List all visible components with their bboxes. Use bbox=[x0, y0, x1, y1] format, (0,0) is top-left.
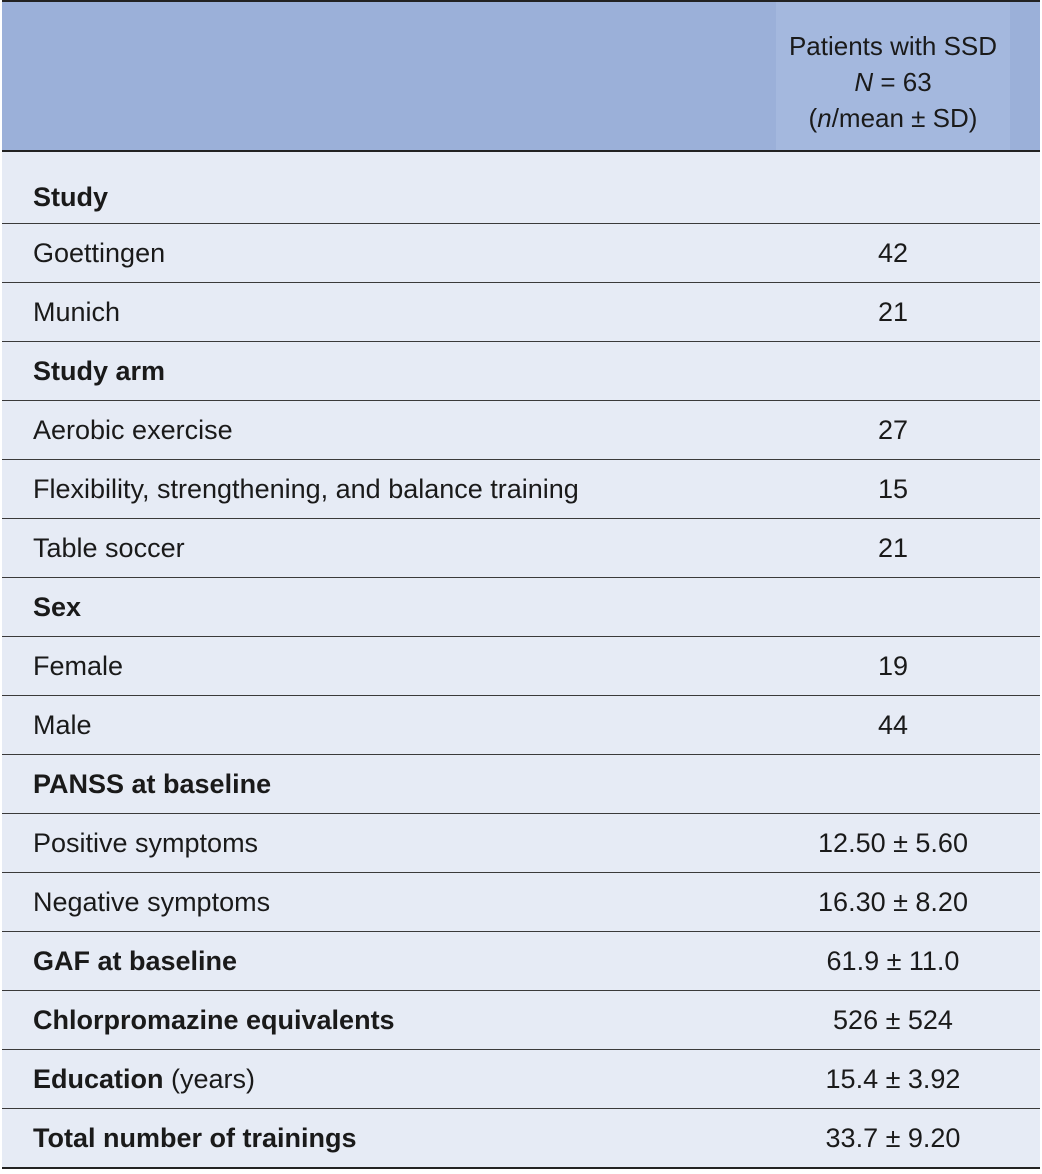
table-row bbox=[2, 341, 1040, 400]
table-header bbox=[2, 2, 1040, 152]
row-label: Study bbox=[33, 181, 109, 212]
row-label: Male bbox=[33, 709, 92, 740]
table-row bbox=[2, 1108, 1040, 1167]
table-row bbox=[2, 872, 1040, 931]
row-label: GAF at baseline bbox=[33, 945, 238, 976]
row-label: Aerobic exercise bbox=[33, 414, 233, 445]
row-value: 33.7 ± 9.20 bbox=[825, 1122, 961, 1153]
column-header-patients bbox=[766, 28, 1020, 136]
header-line-2: N = 63 bbox=[854, 67, 932, 97]
table-row bbox=[2, 931, 1040, 990]
table-row bbox=[2, 400, 1040, 459]
demographics-table bbox=[2, 0, 1040, 1169]
row-value: 15 bbox=[877, 473, 909, 504]
table-row bbox=[2, 754, 1040, 813]
table-row bbox=[2, 990, 1040, 1049]
row-label: Munich bbox=[33, 296, 121, 327]
row-label: PANSS at baseline bbox=[33, 768, 272, 799]
row-label: Goettingen bbox=[33, 237, 166, 268]
row-value: 15.4 ± 3.92 bbox=[825, 1063, 961, 1094]
row-label: Positive symptoms bbox=[33, 827, 259, 858]
row-value: 42 bbox=[877, 237, 909, 268]
row-value: 526 ± 524 bbox=[833, 1004, 953, 1035]
table-row bbox=[2, 577, 1040, 636]
table-row bbox=[2, 813, 1040, 872]
table-row bbox=[2, 171, 1040, 223]
row-value: 12.50 ± 5.60 bbox=[818, 827, 968, 858]
table-row bbox=[2, 636, 1040, 695]
row-value: 44 bbox=[877, 709, 909, 740]
table-row bbox=[2, 223, 1040, 282]
row-label: Study arm bbox=[33, 355, 166, 386]
table-row bbox=[2, 459, 1040, 518]
row-label: Education (years) bbox=[33, 1063, 256, 1094]
row-label: Flexibility, strengthening, and balance training bbox=[33, 473, 579, 504]
row-label: Sex bbox=[33, 591, 82, 622]
row-value: 27 bbox=[877, 414, 909, 445]
row-value: 21 bbox=[877, 296, 909, 327]
row-value: 16.30 ± 8.20 bbox=[818, 886, 968, 917]
row-label: Table soccer bbox=[33, 532, 185, 563]
table-row bbox=[2, 1049, 1040, 1108]
table-row bbox=[2, 282, 1040, 341]
table-body bbox=[2, 171, 1040, 1167]
row-label: Chlorpromazine equivalents bbox=[33, 1004, 395, 1035]
header-line-3: (n/mean ± SD) bbox=[808, 103, 978, 133]
row-value: 21 bbox=[877, 532, 909, 563]
row-label: Total number of trainings bbox=[33, 1122, 357, 1153]
row-value: 61.9 ± 11.0 bbox=[826, 945, 960, 976]
row-label: Female bbox=[33, 650, 124, 681]
table-row bbox=[2, 695, 1040, 754]
row-label: Negative symptoms bbox=[33, 886, 271, 917]
table-row bbox=[2, 518, 1040, 577]
header-line-1: Patients with SSD bbox=[788, 31, 998, 61]
row-value: 19 bbox=[877, 650, 909, 681]
